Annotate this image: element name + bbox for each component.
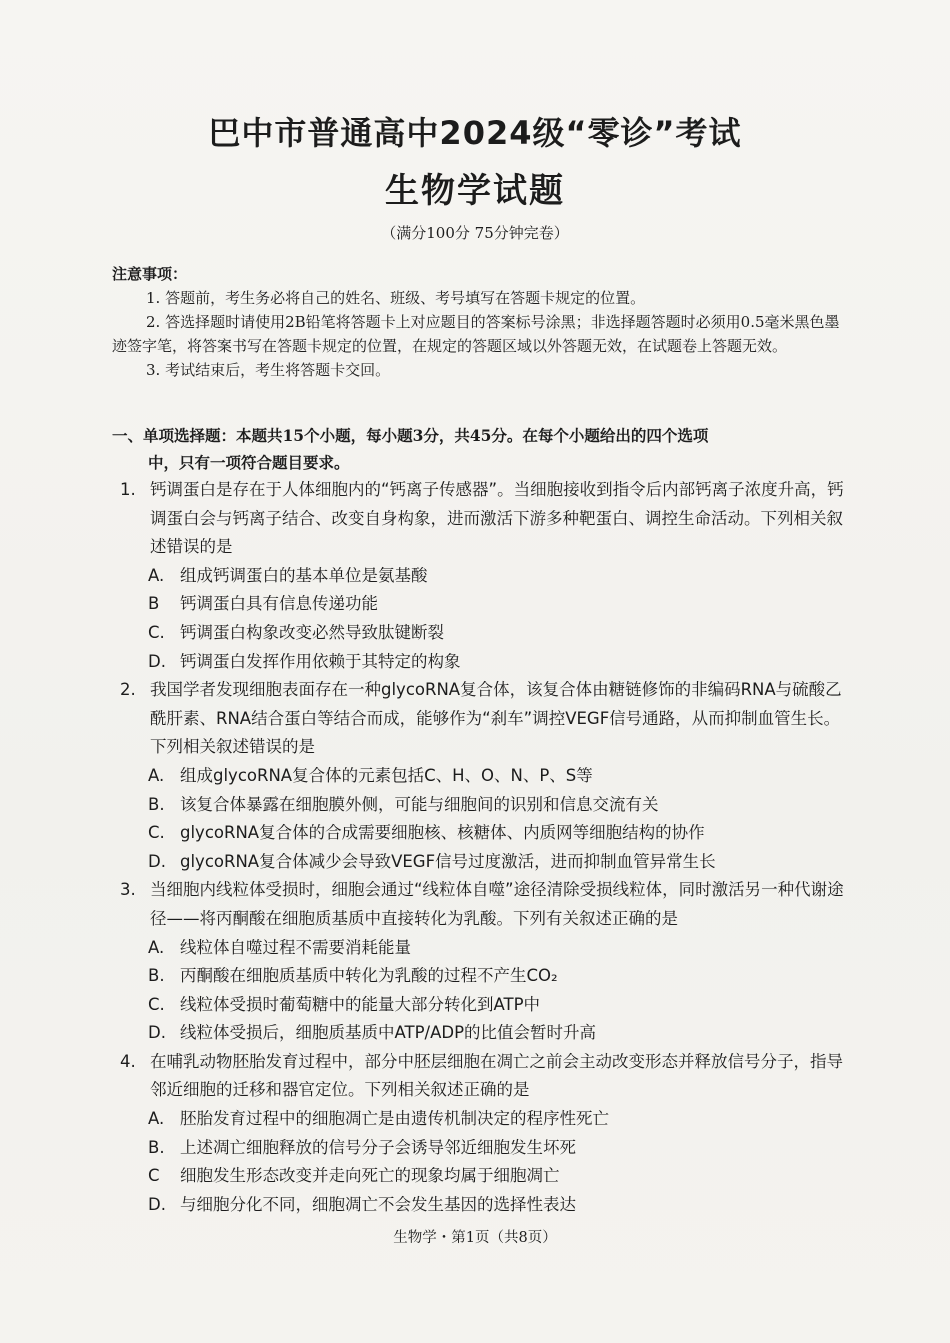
notice-item: 2. 答选择题时请使用2B铅笔将答题卡上对应题目的答案标号涂黑；非选择题答题时必须用0.5毫米黑色墨迹签字笔，将答案书写在答题卡规定的位置，在规定的答题区域以外答题无效，在试题卷上答题无效。 xyxy=(112,313,840,355)
question-stem: 在哺乳动物胚胎发育过程中，部分中胚层细胞在凋亡之前会主动改变形态并释放信号分子，指导邻近细胞的迁移和器官定位。下列相关叙述正确的是 xyxy=(150,1051,843,1100)
option-text: 丙酮酸在细胞质基质中转化为乳酸的过程不产生CO₂ xyxy=(180,966,558,986)
notice-item: 1. 答题前，考生务必将自己的姓名、班级、考号填写在答题卡规定的位置。 xyxy=(146,289,646,307)
option-text: 上述凋亡细胞释放的信号分子会诱导邻近细胞发生坏死 xyxy=(180,1137,576,1157)
question-4 xyxy=(120,1048,850,1220)
question-2 xyxy=(120,676,850,876)
question-stem: 当细胞内线粒体受损时，细胞会通过“线粒体自噬”途径清除受损线粒体，同时激活另一种代谢途径——将丙酮酸在细胞质基质中直接转化为乳酸。下列有关叙述正确的是 xyxy=(150,880,844,928)
option-label: C xyxy=(148,1166,160,1186)
option-label: D. xyxy=(148,1023,166,1043)
option-a xyxy=(120,562,850,591)
question-list xyxy=(120,476,850,1219)
notice-item: 3. 考试结束后，考生将答题卡交回。 xyxy=(146,361,391,379)
option-label: D. xyxy=(148,851,166,871)
option-label: D. xyxy=(148,1194,166,1214)
option-label: B. xyxy=(148,966,165,986)
notice-block xyxy=(112,262,852,382)
question-number: 1. xyxy=(120,480,136,499)
option-text: glycoRNA复合体的合成需要细胞核、核糖体、内质网等细胞结构的协作 xyxy=(180,823,705,843)
option-label: B xyxy=(148,594,160,614)
option-text: 胚胎发育过程中的细胞凋亡是由遗传机制决定的程序性死亡 xyxy=(180,1109,609,1129)
option-c xyxy=(120,619,850,648)
option-label: A. xyxy=(148,937,165,957)
option-text: 组成钙调蛋白的基本单位是氨基酸 xyxy=(180,565,428,585)
option-text: 线粒体自噬过程不需要消耗能量 xyxy=(180,937,411,957)
option-text: 钙调蛋白发挥作用依赖于其特定的构象 xyxy=(180,651,461,671)
option-d xyxy=(120,648,850,677)
notice-heading: 注意事项： xyxy=(112,265,188,283)
section-heading xyxy=(112,422,852,476)
option-text: 钙调蛋白构象改变必然导致肽键断裂 xyxy=(180,622,444,642)
question-stem: 我国学者发现细胞表面存在一种glycoRNA复合体，该复合体由糖链修饰的非编码RNA与硫酸乙酰肝素、RNA结合蛋白等结合而成，能够作为“刹车”调控VEGF信号通路，从而抑制血管生长。下列相关叙述错误的是 xyxy=(150,680,842,757)
option-text: 该复合体暴露在细胞膜外侧，可能与细胞间的识别和信息交流有关 xyxy=(180,794,659,814)
option-a xyxy=(120,934,850,963)
question-number: 2. xyxy=(120,680,136,700)
option-label: A. xyxy=(148,1109,165,1129)
question-number: 4. xyxy=(120,1051,136,1071)
question-1 xyxy=(120,476,850,676)
option-label: B. xyxy=(148,1137,165,1157)
question-stem: 钙调蛋白是存在于人体细胞内的“钙离子传感器”。当细胞接收到指令后内部钙离子浓度升高，钙调蛋白会与钙离子结合、改变自身构象，进而激活下游多种靶蛋白、调控生命活动。下列相关叙述错误的是 xyxy=(150,480,844,557)
option-b xyxy=(120,590,850,619)
option-text: 细胞发生形态改变并走向死亡的现象均属于细胞凋亡 xyxy=(180,1166,560,1186)
option-text: 钙调蛋白具有信息传递功能 xyxy=(180,594,378,614)
score-note: （满分100分 75分钟完卷） xyxy=(381,224,569,242)
subject-title: 生物学试题 xyxy=(385,171,565,211)
question-number: 3. xyxy=(120,880,136,900)
option-c xyxy=(120,1162,850,1191)
option-c xyxy=(120,991,850,1020)
option-text: glycoRNA复合体减少会导致VEGF信号过度激活，进而抑制血管异常生长 xyxy=(180,851,716,871)
option-label: A. xyxy=(148,765,165,785)
option-label: C. xyxy=(148,622,165,642)
option-label: A. xyxy=(148,565,165,585)
option-label: C. xyxy=(148,994,165,1014)
option-d xyxy=(120,1191,850,1220)
option-a xyxy=(120,762,850,791)
option-text: 与细胞分化不同，细胞凋亡不会发生基因的选择性表达 xyxy=(180,1194,576,1214)
question-3 xyxy=(120,876,850,1048)
page-footer: 生物学・第1页（共8页） xyxy=(393,1230,557,1246)
section-heading-line2: 中，只有一项符合题目要求。 xyxy=(148,453,350,472)
option-label: C. xyxy=(148,823,165,843)
option-b xyxy=(120,791,850,820)
option-c xyxy=(120,819,850,848)
option-d xyxy=(120,1019,850,1048)
option-label: B. xyxy=(148,794,165,814)
option-text: 线粒体受损后，细胞质基质中ATP/ADP的比值会暂时升高 xyxy=(180,1023,597,1043)
option-text: 组成glycoRNA复合体的元素包括C、H、O、N、P、S等 xyxy=(180,765,593,785)
option-a xyxy=(120,1105,850,1134)
option-text: 线粒体受损时葡萄糖中的能量大部分转化到ATP中 xyxy=(180,994,541,1014)
option-label: D. xyxy=(148,651,166,671)
exam-title: 巴中市普通高中2024级“零诊”考试 xyxy=(208,114,742,152)
section-heading-line1: 一、单项选择题：本题共15个小题，每小题3分，共45分。在每个小题给出的四个选项 xyxy=(112,426,709,445)
option-b xyxy=(120,1134,850,1163)
option-b xyxy=(120,962,850,991)
option-d xyxy=(120,848,850,877)
